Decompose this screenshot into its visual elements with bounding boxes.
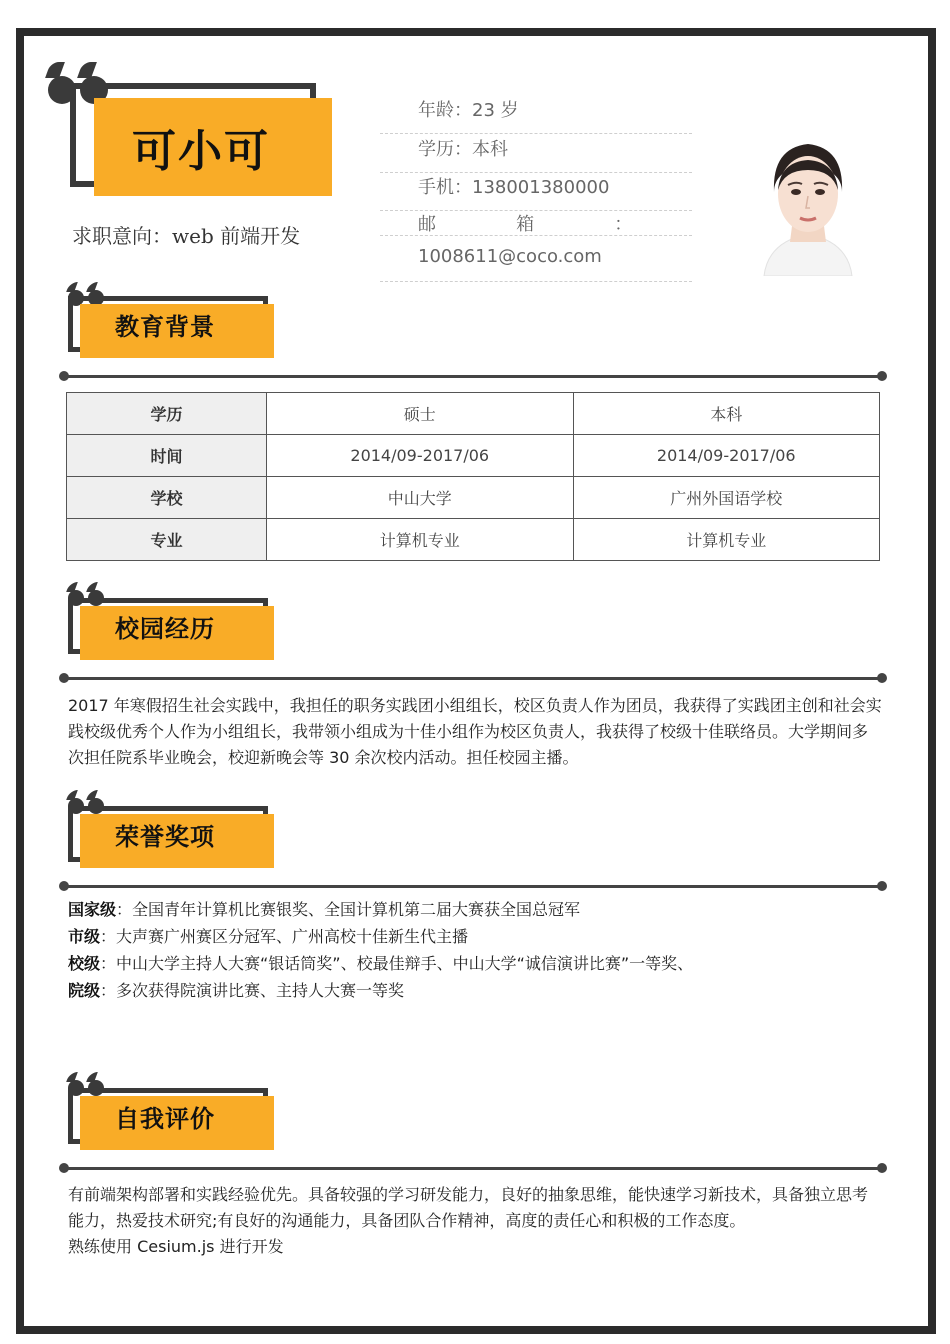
info-age: 年龄：23 岁 bbox=[380, 96, 692, 134]
table-row bbox=[67, 477, 880, 519]
section-title: 教育背景 bbox=[115, 312, 215, 341]
honor-level: 国家级 bbox=[68, 900, 117, 919]
section-title: 自我评价 bbox=[115, 1104, 215, 1133]
table-row bbox=[67, 435, 880, 477]
honors-list bbox=[68, 896, 882, 1004]
table-row bbox=[67, 519, 880, 561]
table-cell: 广州外国语学校 bbox=[573, 477, 880, 519]
info-email-label: 邮 箱 ： bbox=[380, 210, 692, 236]
table-cell-head: 学历 bbox=[67, 393, 267, 435]
table-row bbox=[67, 393, 880, 435]
table-cell-head: 学校 bbox=[67, 477, 267, 519]
info-email: 1008611@coco.com bbox=[380, 246, 692, 282]
job-intent: 求职意向：web 前端开发 bbox=[72, 224, 301, 248]
honor-text: ：大声赛广州赛区分冠军、广州高校十佳新生代主播 bbox=[100, 927, 469, 946]
section-header-campus bbox=[66, 598, 276, 668]
table-cell: 中山大学 bbox=[267, 477, 574, 519]
honor-level: 市级 bbox=[68, 927, 101, 946]
honor-level: 院级 bbox=[68, 981, 101, 1000]
section-divider bbox=[62, 375, 884, 378]
table-cell: 2014/09-2017/06 bbox=[267, 435, 574, 477]
table-cell: 计算机专业 bbox=[267, 519, 574, 561]
profile-photo bbox=[744, 130, 872, 276]
honor-text: ：中山大学主持人大赛“银话筒奖”、校最佳辩手、中山大学“诚信演讲比赛”一等奖、 bbox=[100, 954, 694, 973]
info-education: 学历：本科 bbox=[380, 135, 692, 173]
section-divider bbox=[62, 1167, 884, 1170]
campus-experience-text: 2017 年寒假招生社会实践中，我担任的职务实践团小组组长，校区负责人作为团员，我获得了实践团主创和社会实践校级优秀个人作为小组组长，我带领小组成为十佳小组作为校区负责人，我获得了校级十佳联络员。大学期间多次担任院系毕业晚会，校迎新晚会等 30 余次校内活动。担任校园主播。 bbox=[68, 696, 882, 767]
section-title: 校园经历 bbox=[115, 614, 215, 643]
honor-text: ：全国青年计算机比赛银奖、全国计算机第二届大赛获全国总冠军 bbox=[116, 900, 581, 919]
section-header-honors bbox=[66, 806, 276, 876]
table-cell: 硕士 bbox=[267, 393, 574, 435]
honor-level: 校级 bbox=[68, 954, 101, 973]
honor-text: ：多次获得院演讲比赛、主持人大赛一等奖 bbox=[100, 981, 405, 1000]
list-item bbox=[68, 896, 882, 923]
section-header-education bbox=[66, 296, 276, 366]
table-cell-head: 时间 bbox=[67, 435, 267, 477]
section-divider bbox=[62, 677, 884, 680]
table-cell-head: 专业 bbox=[67, 519, 267, 561]
section-header-self bbox=[66, 1088, 276, 1158]
education-table bbox=[66, 392, 880, 561]
table-cell: 2014/09-2017/06 bbox=[573, 435, 880, 477]
section-divider bbox=[62, 885, 884, 888]
list-item bbox=[68, 923, 882, 950]
list-item bbox=[68, 977, 882, 1004]
info-phone: 手机：138001380000 bbox=[380, 173, 692, 211]
list-item bbox=[68, 950, 882, 977]
candidate-name: 可小可 bbox=[132, 126, 270, 177]
self-evaluation-text: 有前端架构部署和实践经验优先。具备较强的学习研发能力，良好的抽象思维，能快速学习新技术，具备独立思考能力，热爱技术研究;有良好的沟通能力，具备团队合作精神，高度的责任心和积极的工作态度。 bbox=[68, 1185, 869, 1230]
table-cell: 本科 bbox=[573, 393, 880, 435]
section-title: 荣誉奖项 bbox=[115, 822, 215, 851]
self-evaluation-skill: 熟练使用 Cesium.js 进行开发 bbox=[68, 1237, 284, 1256]
table-cell: 计算机专业 bbox=[573, 519, 880, 561]
